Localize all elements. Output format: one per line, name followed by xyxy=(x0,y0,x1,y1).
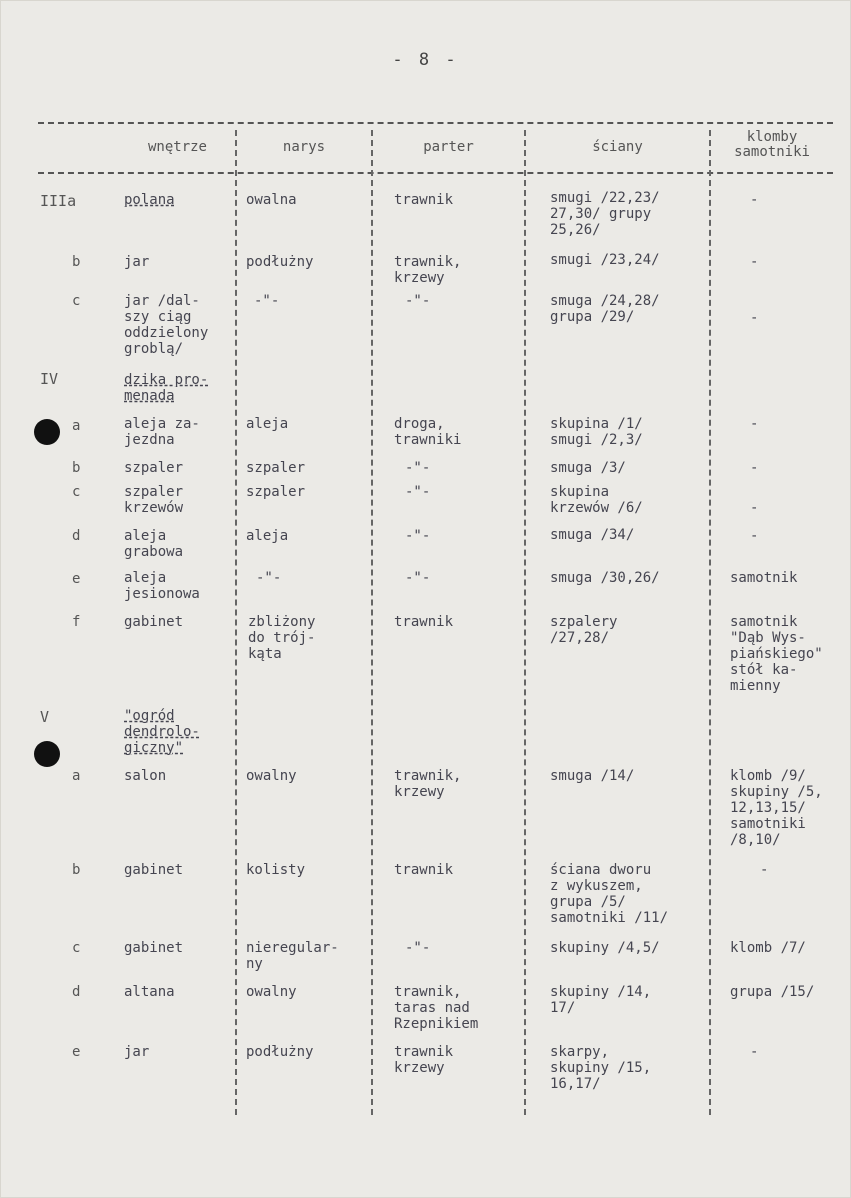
cell-klomby: klomb /9/ skupiny /5, 12,13,15/ samotniki /8,10/ xyxy=(730,768,823,848)
cell-parter: trawnik, krzewy xyxy=(394,768,462,800)
header-narys: narys xyxy=(282,139,326,155)
cell-sciany: skarpy, skupiny /15, 16,17/ xyxy=(550,1044,652,1092)
table-top-rule xyxy=(38,122,833,124)
cell-wnetrze: jar /dal- szy ciąg oddzielony groblą/ xyxy=(124,293,209,357)
cell-sciany: smuga /3/ xyxy=(550,460,626,476)
row-label: c xyxy=(72,484,81,500)
row-label: a xyxy=(72,418,81,434)
cell-sciany: smuga /14/ xyxy=(550,768,635,784)
cell-parter: -"- xyxy=(405,570,431,586)
cell-parter: trawnik, taras nad Rzepnikiem xyxy=(394,984,479,1032)
cell-wnetrze: aleja za- jezdna xyxy=(124,416,200,448)
cell-narys: -"- xyxy=(254,293,280,309)
cell-narys: podłużny xyxy=(246,1044,314,1060)
cell-klomby: - xyxy=(750,500,759,516)
cell-narys: szpaler xyxy=(246,484,306,500)
column-divider xyxy=(371,130,373,1115)
cell-wnetrze: gabinet xyxy=(124,940,184,956)
cell-sciany: skupina /1/ smugi /2,3/ xyxy=(550,416,643,448)
row-label: c xyxy=(72,940,81,956)
cell-wnetrze: aleja grabowa xyxy=(124,528,184,560)
header-klomby xyxy=(711,130,833,160)
cell-narys: owalny xyxy=(246,984,297,1000)
cell-narys: podłużny xyxy=(246,254,314,270)
punch-hole xyxy=(34,741,60,767)
cell-wnetrze: szpaler krzewów xyxy=(124,484,184,516)
cell-wnetrze: aleja jesionowa xyxy=(124,570,200,602)
cell-sciany: skupiny /4,5/ xyxy=(550,940,660,956)
cell-klomby: - xyxy=(750,310,759,326)
row-label: b xyxy=(72,862,81,878)
row-label: e xyxy=(72,571,81,587)
cell-klomby: samotnik xyxy=(730,570,798,586)
cell-parter: trawnik xyxy=(394,862,454,878)
cell-sciany: skupiny /14, 17/ xyxy=(550,984,652,1016)
row-label: a xyxy=(72,768,81,784)
cell-wnetrze: "ogród dendrolo- giczny" xyxy=(124,708,200,756)
cell-sciany: skupina krzewów /6/ xyxy=(550,484,643,516)
cell-narys: -"- xyxy=(256,570,282,586)
cell-wnetrze: altana xyxy=(124,984,175,1000)
cell-wnetrze: dzika pro- menada xyxy=(124,372,209,404)
row-label: V xyxy=(40,708,50,726)
cell-wnetrze: salon xyxy=(124,768,167,784)
column-divider xyxy=(524,130,526,1115)
row-label: f xyxy=(72,614,81,630)
table-header-rule xyxy=(38,172,833,174)
cell-sciany: szpalery /27,28/ xyxy=(550,614,618,646)
cell-sciany: smugi /22,23/ 27,30/ grupy 25,26/ xyxy=(550,190,660,238)
row-label: d xyxy=(72,528,81,544)
cell-narys: nieregular- ny xyxy=(246,940,339,972)
cell-parter: droga, trawniki xyxy=(394,416,462,448)
row-label: c xyxy=(72,293,81,309)
header-wnetrze: wnętrze xyxy=(147,139,207,155)
cell-narys: kolisty xyxy=(246,862,306,878)
row-label: e xyxy=(72,1044,81,1060)
column-divider xyxy=(235,130,237,1115)
row-label: b xyxy=(72,460,81,476)
cell-wnetrze: jar xyxy=(124,254,150,270)
cell-parter: -"- xyxy=(405,484,431,500)
header-sciany: ściany xyxy=(592,139,643,155)
cell-narys: aleja xyxy=(246,528,289,544)
cell-parter: trawnik xyxy=(394,614,454,630)
cell-parter: -"- xyxy=(405,528,431,544)
cell-sciany: ściana dworu z wykuszem, grupa /5/ samotniki /11/ xyxy=(550,862,669,926)
cell-klomby: - xyxy=(750,192,759,208)
header-klomby-line1: klomby xyxy=(746,129,798,145)
row-label: b xyxy=(72,254,81,270)
column-divider xyxy=(709,130,711,1115)
cell-sciany: smuga /34/ xyxy=(550,527,635,543)
cell-parter: trawnik, krzewy xyxy=(394,254,462,286)
cell-klomby: - xyxy=(750,460,759,476)
cell-parter: -"- xyxy=(405,293,431,309)
cell-parter: trawnik krzewy xyxy=(394,1044,454,1076)
row-label: d xyxy=(72,984,81,1000)
cell-wnetrze: gabinet xyxy=(124,862,184,878)
cell-wnetrze: polana xyxy=(124,192,175,208)
cell-parter: -"- xyxy=(405,460,431,476)
cell-narys: owalna xyxy=(246,192,297,208)
cell-narys: szpaler xyxy=(246,460,306,476)
cell-sciany: smugi /23,24/ xyxy=(550,252,660,268)
cell-klomby: samotnik "Dąb Wys- piańskiego" stół ka- mienny xyxy=(730,614,823,694)
cell-klomby: - xyxy=(750,1044,759,1060)
cell-narys: owalny xyxy=(246,768,297,784)
cell-klomby: - xyxy=(750,416,759,432)
header-klomby-line2: samotniki xyxy=(734,144,810,160)
punch-hole xyxy=(34,419,60,445)
cell-wnetrze: gabinet xyxy=(124,614,184,630)
row-label: IV xyxy=(40,370,59,388)
cell-wnetrze: jar xyxy=(124,1044,150,1060)
cell-sciany: smuga /24,28/ grupa /29/ xyxy=(550,293,660,325)
cell-wnetrze: szpaler xyxy=(124,460,184,476)
cell-klomby: - xyxy=(760,862,769,878)
row-label: IIIa xyxy=(40,192,77,210)
cell-klomby: grupa /15/ xyxy=(730,984,815,1000)
header-parter: parter xyxy=(423,139,474,155)
cell-klomby: - xyxy=(750,528,759,544)
cell-parter: trawnik xyxy=(394,192,454,208)
cell-klomby: - xyxy=(750,254,759,270)
cell-parter: -"- xyxy=(405,940,431,956)
cell-klomby: klomb /7/ xyxy=(730,940,806,956)
cell-narys: zbliżony do trój- kąta xyxy=(248,614,316,662)
cell-sciany: smuga /30,26/ xyxy=(550,570,660,586)
page-number: - 8 - xyxy=(392,50,459,70)
cell-narys: aleja xyxy=(246,416,289,432)
